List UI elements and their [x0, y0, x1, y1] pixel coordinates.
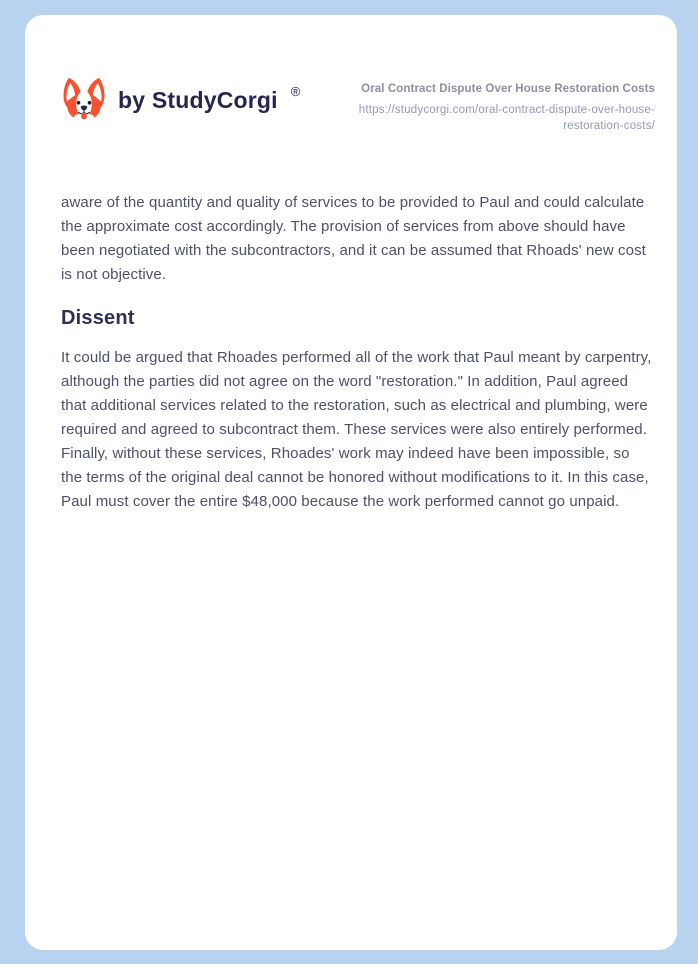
studycorgi-logo[interactable]: [61, 77, 300, 123]
corgi-face-icon: [61, 77, 107, 123]
document-title: Oral Contract Dispute Over House Restoration Costs: [361, 83, 655, 95]
document-card: [25, 15, 677, 950]
brand-name: by StudyCorgi: [118, 86, 278, 113]
registered-trademark: ®: [290, 83, 301, 99]
document-header: [25, 15, 677, 134]
document-meta: [323, 77, 655, 134]
paragraph: It could be argued that Rhoades performed all of the work that Paul meant by carpentry, although the parties did not agree on the word "restoration." In addition, Paul agreed that additional services related to the restoration, such as electrical and plumbing, were required and agreed to subcontract them. These services were also entirely performed. Finally, without these services, Rhoades' work may indeed have been impossible, so the terms of the original deal cannot be honored without modifications to it. In this case, Paul must cover the entire $48,000 because the work performed cannot go unpaid.: [61, 348, 652, 510]
document-body: [25, 191, 677, 514]
paragraph: aware of the quantity and quality of services to be provided to Paul and could calculate the approximate cost accordingly. The provision of services from above should have been negotiated with the subcontractors, and it can be assumed that Rhoads' new cost is not objective.: [61, 193, 646, 283]
document-url-link[interactable]: https://studycorgi.com/oral-contract-dispute-over-house-restoration-costs/: [358, 103, 655, 132]
section-heading-dissent: Dissent: [61, 306, 135, 329]
